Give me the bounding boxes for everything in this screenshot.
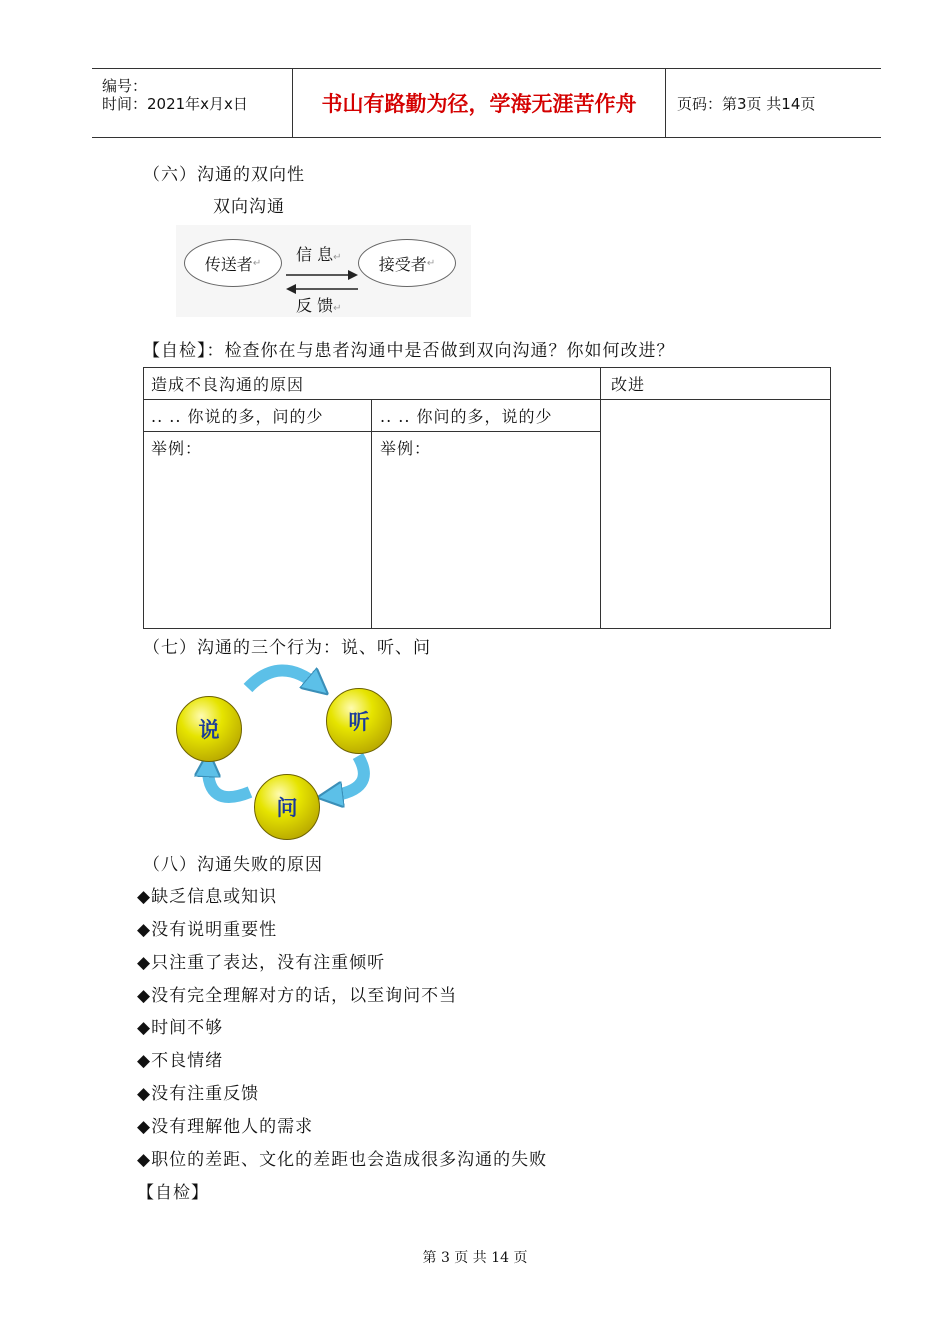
- page-footer: 第 3 页 共 14 页: [422, 1250, 528, 1266]
- failure-item: ◆没有完全理解对方的话，以至询问不当: [137, 986, 458, 1006]
- ball-ask: 问: [254, 774, 320, 840]
- receiver-label: 接受者: [378, 254, 427, 274]
- time-label: 时间：2021年x月x日: [102, 95, 248, 113]
- sender-label: 传送者: [204, 254, 253, 274]
- header-cause: 造成不良沟通的原因: [151, 375, 305, 394]
- selfcheck-question: 【自检】：检查你在与患者沟通中是否做到双向沟通？你如何改进？: [143, 341, 675, 361]
- page-label: 页码：第3页 共14页: [677, 94, 816, 113]
- feedback-label: 反 馈↵: [296, 296, 342, 315]
- failure-item: ◆职位的差距、文化的差距也会造成很多沟通的失败: [137, 1150, 548, 1170]
- arrow-ask-speak: [208, 764, 250, 797]
- example-b: 举例：: [380, 439, 432, 458]
- section6-title: （六）沟通的双向性: [143, 165, 305, 185]
- para-mark: ↵: [426, 257, 436, 269]
- page-header: [92, 68, 881, 138]
- para-mark: ↵: [252, 257, 262, 269]
- ball-speak: 说: [176, 696, 242, 762]
- two-way-diagram: [176, 225, 471, 317]
- motto: 书山有路勤为径，学海无涯苦作舟: [292, 69, 666, 137]
- forward-arrow-head: [348, 270, 358, 280]
- section8-title: （八）沟通失败的原因: [143, 855, 323, 875]
- info-label: 信 息↵: [296, 245, 342, 264]
- header-improve: 改进: [611, 375, 646, 394]
- failure-item: ◆只注重了表达，没有注重倾听: [137, 953, 386, 973]
- cycle-diagram: [172, 660, 402, 838]
- communication-table: [143, 367, 831, 629]
- failure-item: ◆没有理解他人的需求: [137, 1117, 314, 1137]
- selfcheck-heading: 【自检】: [137, 1183, 209, 1203]
- section6-subtitle: 双向沟通: [213, 197, 285, 217]
- section7-title: （七）沟通的三个行为：说、听、问: [143, 638, 431, 658]
- failure-item: ◆没有注重反馈: [137, 1084, 260, 1104]
- cause-b: .. .. 你问的多，说的少: [380, 407, 553, 426]
- example-a: 举例：: [151, 439, 203, 458]
- arrow-speak-listen: [248, 670, 318, 688]
- back-arrow-head: [286, 284, 296, 294]
- ball-listen: 听: [326, 688, 392, 754]
- diagram-arrows: [176, 225, 471, 317]
- failure-item: ◆时间不够: [137, 1018, 224, 1038]
- failure-item: ◆不良情绪: [137, 1051, 224, 1071]
- failure-item: ◆没有说明重要性: [137, 920, 278, 940]
- failure-item: ◆缺乏信息或知识: [137, 887, 278, 907]
- number-label: 编号：: [102, 77, 148, 95]
- cause-a: .. .. 你说的多，问的少: [151, 407, 324, 426]
- header-meta: [92, 69, 292, 137]
- arrow-listen-ask: [330, 756, 364, 796]
